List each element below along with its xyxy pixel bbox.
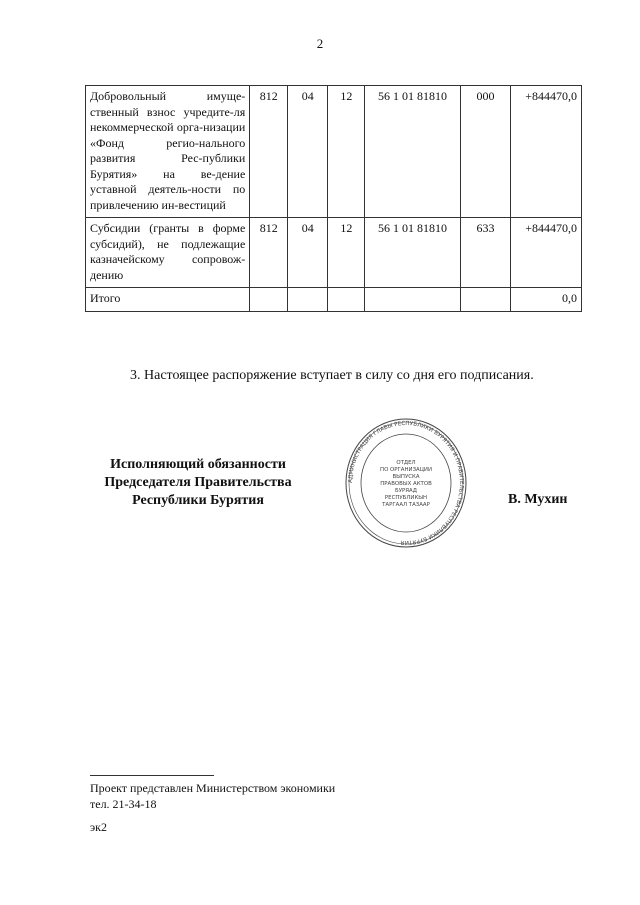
expense-type-cell: 633	[460, 218, 510, 288]
footnote-submitted-by: Проект представлен Министерством экономики	[90, 781, 336, 795]
total-label-cell: Итого	[86, 288, 250, 312]
seal-center-line: ПО ОРГАНИЗАЦИИ	[380, 467, 432, 473]
grbs-code-cell	[250, 288, 288, 312]
expense-type-cell: 000	[460, 86, 510, 218]
footnote	[90, 780, 335, 812]
footnote-phone: тел. 21-34-18	[90, 797, 157, 811]
section-code-cell: 04	[288, 218, 328, 288]
seal-center-line: РЕСПУБЛИКЫН	[384, 495, 428, 501]
expense-type-cell	[460, 288, 510, 312]
table-row	[86, 218, 582, 288]
grbs-code-cell: 812	[250, 218, 288, 288]
seal-center-line: ОТДЕЛ	[396, 460, 416, 466]
amount-cell: +844470,0	[511, 86, 582, 218]
target-article-cell: 56 1 01 81810	[365, 86, 461, 218]
table-row	[86, 86, 582, 218]
seal-center-line: ВЫПУСКА	[392, 474, 420, 480]
expense-name-cell: Добровольный имуще-ственный взнос учредите-ля некоммерческой орга-низации «Фонд регио-нального развития Рес-публики Бурятия» на ве-дение уставной деятель-ности по привлечению ин-вестиций	[86, 86, 250, 218]
section-code-cell	[288, 288, 328, 312]
grbs-code-cell: 812	[250, 86, 288, 218]
subsection-code-cell	[328, 288, 365, 312]
target-article-cell: 56 1 01 81810	[365, 218, 461, 288]
section-code-cell: 04	[288, 86, 328, 218]
subsection-code-cell: 12	[328, 218, 365, 288]
page-number: 2	[316, 36, 324, 51]
table-row-total	[86, 288, 582, 312]
budget-amendment-table	[85, 85, 582, 312]
seal-center-text	[380, 460, 432, 508]
target-article-cell	[365, 288, 461, 312]
amount-cell: +844470,0	[511, 218, 582, 288]
expense-name-cell: Субсидии (гранты в форме субсидий), не подлежащие казначейскому сопровож-дению	[86, 218, 250, 288]
signatory-title-line-1: Исполняющий обязанности	[110, 457, 286, 472]
document-mark: эк2	[90, 820, 107, 834]
signatory-title-line-2: Председателя Правительства	[104, 475, 292, 490]
seal-center-line: ТАРГААЛ ТАЗААР	[382, 502, 430, 508]
clause-3-text: 3. Настоящее распоряжение вступает в силу со дня его подписания.	[130, 368, 534, 383]
total-amount-cell: 0,0	[511, 288, 582, 312]
footnote-divider	[90, 775, 214, 776]
seal-outer-text: АДМИНИСТРАЦИЯ ГЛАВЫ РЕСПУБЛИКИ БУРЯТИЯ И ПРАВИТЕЛЬСТВА РЕСПУБЛИКИ БУРЯТИЯ	[347, 420, 465, 546]
signatory-title	[72, 456, 324, 510]
subsection-code-cell: 12	[328, 86, 365, 218]
signatory-title-line-3: Республики Бурятия	[132, 493, 264, 508]
signatory-name: В. Мухин	[508, 492, 568, 507]
seal-center-line: ПРАВОВЫХ АКТОВ	[380, 481, 432, 487]
seal-center-line: БУРЯАД	[395, 488, 417, 494]
official-seal-stamp	[344, 416, 468, 550]
